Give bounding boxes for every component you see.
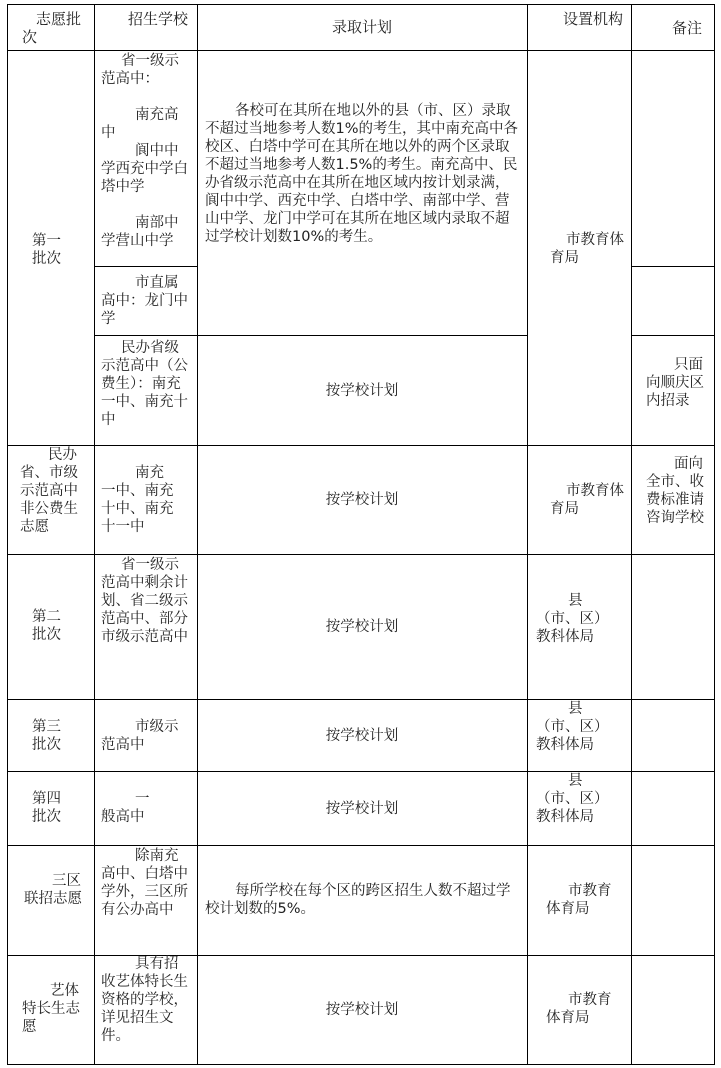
org-cell: 市教育体育局 [550, 483, 624, 517]
column-border [714, 4, 715, 1065]
school-cell: 南部中学营山中学 [101, 215, 179, 249]
org-cell: 县（市、区）教科体局 [536, 593, 609, 645]
school-cell: 南充高中 [101, 107, 179, 141]
plan-cell: 按学校计划 [325, 1002, 399, 1018]
plan-cell: 每所学校在每个区的跨区招生人数不超过学校计划数的5%。 [205, 883, 511, 917]
column-border [631, 4, 632, 1065]
school-cell: 省一级示范高中剩余计划、省二级示范高中、部分市级示范高中 [101, 557, 188, 645]
org-cell: 县（市、区）教科体局 [536, 701, 609, 753]
header-batch: 志愿批次 [22, 10, 82, 46]
row-border [94, 266, 197, 267]
column-border [94, 4, 95, 1065]
plan-cell: 各校可在其所在地以外的县（市、区）录取不超过当地参考人数1%的考生，其中南充高中各校区、白塔中学可在其所在地以外的两个区录取不超过当地参考人数1.5%的考生。南充高中、民办省级示范高中在其所在地区域内按计划录满，阆中中学、西充中学、白塔中学、南部中学、营山中学、龙门中学可在其所在地区域内录取不超过学校计划数10%的考生。 [205, 103, 519, 245]
school-cell: 具有招收艺体特长生资格的学校，详见招生文件。 [101, 956, 188, 1044]
org-cell: 市教育体育局 [546, 883, 612, 917]
row-border [631, 266, 714, 267]
column-border [527, 4, 528, 1065]
header-org: 设置机构 [563, 10, 624, 28]
plan-cell: 按学校计划 [325, 382, 399, 399]
row-border [7, 50, 714, 51]
plan-cell: 按学校计划 [325, 492, 399, 508]
batch-cell: 第三批次 [32, 719, 61, 753]
school-cell: 阆中中学西充中学白塔中学 [101, 143, 188, 195]
org-cell: 市教育体育局 [550, 232, 624, 266]
plan-cell: 按学校计划 [325, 800, 399, 817]
plan-cell: 按学校计划 [325, 727, 399, 744]
batch-cell: 三区联招志愿 [24, 873, 82, 907]
school-cell: 除南充高中、白塔中学外，三区所有公办高中 [101, 848, 188, 918]
row-border [631, 335, 714, 336]
header-school: 招生学校 [128, 10, 189, 28]
row-border [7, 845, 714, 846]
org-cell: 县（市、区）教科体局 [536, 773, 609, 825]
batch-cell: 第四批次 [32, 791, 61, 825]
school-cell: 一般高中 [101, 791, 150, 825]
batch-cell: 第一批次 [32, 233, 61, 267]
school-cell: 南充一中、南充十中、南充十一中 [101, 465, 174, 535]
batch-cell: 艺体特长生志愿 [22, 983, 80, 1035]
note-cell: 只面向顺庆区内招录 [646, 357, 704, 409]
batch-cell: 民办省、市级示范高中非公费生志愿 [20, 447, 78, 535]
row-border [7, 1064, 714, 1065]
header-plan: 录取计划 [331, 18, 392, 36]
note-cell: 面向全市、收费标准请咨询学校 [646, 456, 704, 526]
plan-cell: 按学校计划 [325, 619, 399, 635]
batch-cell: 第二批次 [32, 609, 61, 643]
column-border [7, 4, 8, 1065]
school-cell: 省一级示范高中： [101, 53, 179, 87]
school-cell: 民办省级示范高中（公费生）：南充一中、南充十中 [101, 340, 188, 428]
org-cell: 市教育体育局 [546, 992, 612, 1026]
school-cell: 市直属高中：龙门中学 [101, 275, 188, 327]
header-note: 备注 [672, 19, 703, 37]
school-cell: 市级示范高中 [101, 719, 179, 753]
